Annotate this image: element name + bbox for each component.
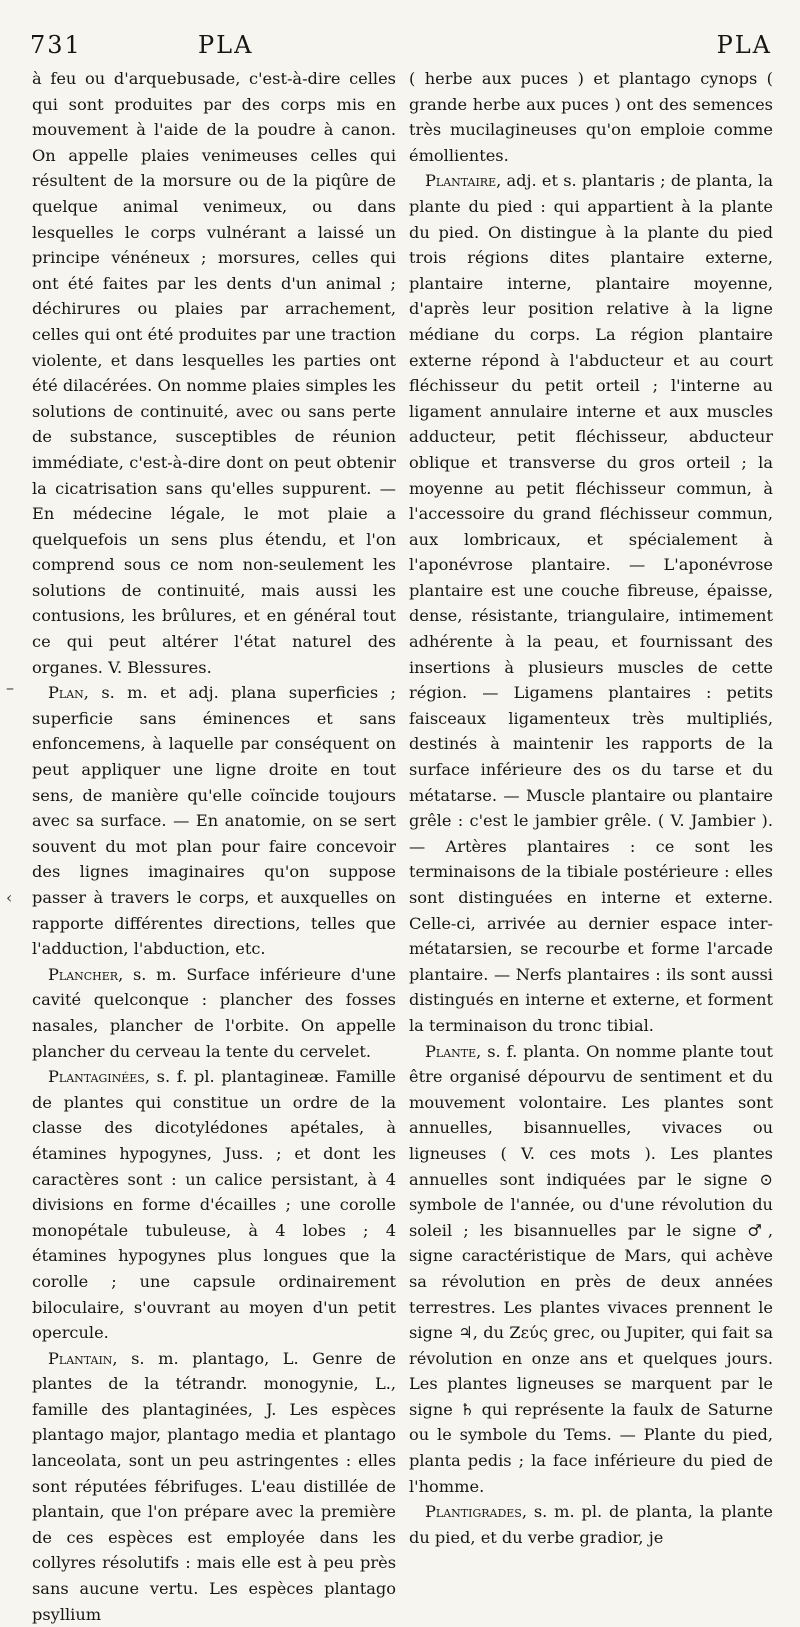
entry-text: , s. m. plantago, L. Genre de plantes de la tétrandr. monogynie, L., famille des plantaginées, J. Les espèces plantago major, plantago media et plantago lanceolata, sont un peu astringentes : elles sont réputées fébrifuges. L'eau distillée de plantain, que l'on prépare avec la première de ces espèces est employée dans les collyres résolutifs : mais elle est à peu près sans aucune vertu. Les espèces plantago psyllium — [32, 1348, 396, 1624]
entry-text: ( herbe aux puces ) et plantago cynops ( grande herbe aux puces ) ont des semences très mucilagineuses qu'on emploie comme émollientes. — [409, 69, 773, 165]
entry-text: , s. f. pl. plantagineæ. Famille de plantes qui constitue un ordre de la classe des dicotylédones apétales, à étamines hypogynes, Juss. ; et dont les caractères sont : un calice persistant, à 4 divisions en forme d'écailles ; une corolle monopétale tubuleuse, à 4 lobes ; 4 étamines hypogynes plus longues que la corolle ; une capsule ordinairement biloculaire, s'ouvrant au moyen d'un petit opercule. — [32, 1067, 396, 1343]
entry-text: à feu ou d'arquebusade, c'est-à-dire celles qui sont produites par des corps mis en mouvement à l'aide de la poudre à canon. On appelle plaies venimeuses celles qui résultent de la morsure ou de la piqûre de quelque animal venimeux, ou dans lesquelles le corps vulnérant a laissé un principe vénéneux ; morsures, celles qui ont été faites par les dents d'un animal ; déchirures ou plaies par arrachement, celles qui ont été produites par une traction violente, et dans lesquelles les parties ont été dilacérées. On nomme plaies simples les solutions de continuité, avec ou sans perte de substance, susceptibles de réunion immédiate, c'est-à-dire dont on peut obtenir la cicatrisation sans qu'elles suppurent. — En médecine légale, le mot plaie a quelquefois un sens plus étendu, et l'on comprend sous ce nom non-seulement les solutions de continuité, mais aussi les contusions, les brûlures, et en général tout ce qui peut altérer l'état naturel des organes. V. Blessures. — [32, 69, 396, 677]
entry-text: , s. f. planta. On nomme plante tout être organisé dépourvu de sentiment et du mouvement volontaire. Les plantes sont annuelles, bisannuelles, vivaces ou ligneuses ( V. ces mots ). Les plantes annuelles sont indiquées par le signe ⊙ symbole de l'année, ou d'une révolution du soleil ; les bisannuelles par le signe ♂, signe caractéristique de Mars, qui achève sa révolution en près de deux années terrestres. Les plantes vivaces prennent le signe ♃, du Ζεύς grec, ou Jupiter, qui fait sa révolution en onze ans et quelques jours. Les plantes ligneuses se marquent par le signe ♄ qui représente la faulx de Saturne ou le symbole du Tems. — Plante du pied, planta pedis ; la face inférieure du pied de l'homme. — [409, 1041, 773, 1496]
running-head-right: PLA — [716, 31, 772, 59]
entry-plantaginees — [32, 1064, 396, 1346]
margin-mark: – — [6, 678, 14, 697]
running-head-left: PLA — [198, 31, 254, 59]
entry-plantaire — [409, 168, 773, 1038]
entry-headword: Plantigrades — [425, 1502, 522, 1522]
entry-text: , s. m. pl. de planta, la plante du pied, et du verbe gradior, je — [409, 1502, 773, 1547]
entry-text: , s. m. Surface inférieure d'une cavité quelconque : plancher des fosses nasales, plancher de l'orbite. On appelle plancher du cerveau la tente du cervelet. — [32, 964, 396, 1061]
entry-headword: Plantaire — [425, 171, 497, 191]
entry-headword: Plancher — [48, 964, 119, 984]
entry-plantain — [32, 1346, 396, 1627]
entry-text: , adj. et s. plantaris ; de planta, la plante du pied : qui appartient à la plante du pied. On distingue à la plante du pied trois régions dites plantaire externe, plantaire interne, plantaire moyenne, d'après leur position relative à la ligne médiane du corps. La région plantaire externe répond à l'abducteur et au court fléchisseur du petit orteil ; l'interne au ligament annulaire interne et aux muscles adducteur, petit fléchisseur, abducteur oblique et transverse du gros orteil ; la moyenne au petit fléchisseur commun, à l'accessoire du grand fléchisseur commun, aux lombricaux, et spécialement à l'aponévrose plantaire. — L'aponévrose plantaire est une couche fibreuse, épaisse, dense, résistante, triangulaire, intimement adhérente à la peau, et fournissant des insertions à plusieurs muscles de cette région. — Ligamens plantaires : petits faisceaux ligamenteux très multipliés, destinés à maintenir les rapports de la surface inférieure des os du tarse et du métatarse. — Muscle plantaire ou plantaire grêle : c'est le jambier grêle. ( V. Jambier ). — Artères plantaires : ce sont les terminaisons de la tibiale postérieure : elles sont distinguées en interne et externe. Celle-ci, arrivée au dernier espace inter-métatarsien, se recourbe et forme l'arcade plantaire. — Nerfs plantaires : ils sont aussi distingués en interne et externe, et forment la terminaison du tronc tibial. — [409, 171, 773, 1035]
margin-mark: ‹ — [6, 888, 13, 907]
entry-text: , s. m. et adj. plana superficies ; superficie sans éminences et sans enfoncemens, à laquelle par conséquent on peut appliquer une ligne droite en tout sens, de manière qu'elle coïncide toujours avec sa surface. — En anatomie, on se sert souvent du mot plan pour faire concevoir des lignes imaginaires qu'on suppose passer à travers le corps, et auxquelles on rapporte différentes directions, telles que l'adduction, l'abduction, etc. — [32, 683, 396, 959]
entry-continuation — [409, 66, 773, 168]
entry-headword: Plantain — [48, 1348, 113, 1368]
entry-headword: Plantaginées — [48, 1067, 145, 1087]
right-column — [409, 66, 773, 1550]
entry-headword: Plante — [425, 1041, 477, 1061]
left-column — [32, 66, 396, 1627]
entry-plantigrades — [409, 1499, 773, 1550]
entry-plante — [409, 1039, 773, 1500]
entry-plan — [32, 680, 396, 962]
page-header — [30, 30, 772, 64]
entry-plancher — [32, 962, 396, 1064]
page-number: 731 — [30, 31, 82, 59]
entry-continuation — [32, 66, 396, 680]
entry-headword: Plan — [48, 683, 84, 703]
